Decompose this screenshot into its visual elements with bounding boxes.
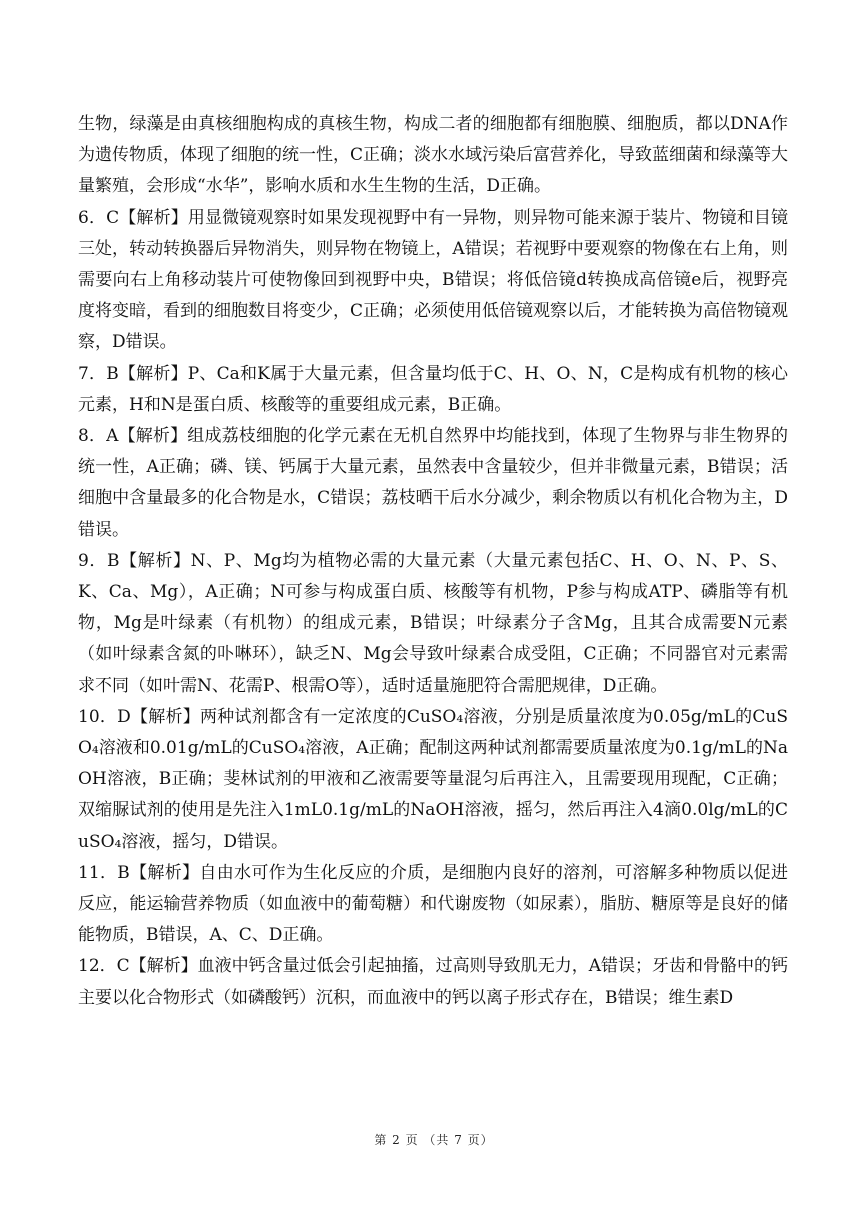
paragraph-q12: 12．C【解析】血液中钙含量过低会引起抽搐，过高则导致肌无力，A错误；牙齿和骨骼中的钙主要以化合物形式（如磷酸钙）沉积，而血液中的钙以离子形式存在，B错误；维生素D [78, 956, 788, 1008]
answer-analysis-body [78, 109, 788, 1014]
page-number-footer: 第 2 页 （共 7 页） [374, 1133, 494, 1147]
paragraph-q11: 11．B【解析】自由水可作为生化反应的介质，是细胞内良好的溶剂，可溶解多种物质以促进反应，能运输营养物质（如血液中的葡萄糖）和代谢废物（如尿素），脂肪、糖原等是良好的储能物质，B错误，A、C、D正确。 [78, 862, 788, 946]
paragraph-q9: 9．B【解析】N、P、Mg均为植物必需的大量元素（大量元素包括C、H、O、N、P、S、K、Ca、Mg），A正确；N可参与构成蛋白质、核酸等有机物，P参与构成ATP、磷脂等有机物，Mg是叶绿素（有机物）的组成元素，B错误；叶绿素分子含Mg，且其合成需要N元素（如叶绿素含氮的卟啉环），缺乏N、Mg会导致叶绿素合成受阻，C正确；不同器官对元素需求不同（如叶需N、花需P、根需O等），适时适量施肥符合需肥规律，D正确。 [78, 550, 788, 696]
paragraph-q7: 7．B【解析】P、Ca和K属于大量元素，但含量均低于C、H、O、N，C是构成有机物的核心元素，H和N是蛋白质、核酸等的重要组成元素，B正确。 [78, 363, 788, 415]
paragraph-q5-continued: 生物，绿藻是由真核细胞构成的真核生物，构成二者的细胞都有细胞膜、细胞质，都以DNA作为遗传物质，体现了细胞的统一性，C正确；淡水水域污染后富营养化，导致蓝细菌和绿藻等大量繁殖，会形成“水华”，影响水质和水生生物的生活，D正确。 [78, 114, 789, 197]
paragraph-q10: 10．D【解析】两种试剂都含有一定浓度的CuSO₄溶液，分别是质量浓度为0.05g/mL的CuSO₄溶液和0.01g/mL的CuSO₄溶液，A正确；配制这两种试剂都需要质量浓度为0.1g/mL的NaOH溶液，B正确；斐林试剂的甲液和乙液需要等量混匀后再注入，且需要现用现配，C正确；双缩脲试剂的使用是先注入1mL0.1g/mL的NaOH溶液，摇匀，然后再注入4滴0.0lg/mL的CuSO₄溶液，摇匀，D错误。 [78, 706, 788, 852]
paragraph-q8: 8．A【解析】组成荔枝细胞的化学元素在无机自然界中均能找到，体现了生物界与非生物界的统一性，A正确；磷、镁、钙属于大量元素，虽然表中含量较少，但并非微量元素，B错误；活细胞中含量最多的化合物是水，C错误；荔枝晒干后水分减少，剩余物质以有机化合物为主，D错误。 [78, 426, 788, 540]
paragraph-q6: 6．C【解析】用显微镜观察时如果发现视野中有一异物，则异物可能来源于装片、物镜和目镜三处，转动转换器后异物消失，则异物在物镜上，A错误；若视野中要观察的物像在右上角，则需要向右上角移动装片可使物像回到视野中央，B错误；将低倍镜d转换成高倍镜e后，视野亮度将变暗，看到的细胞数目将变少，C正确；必须使用低倍镜观察以后，才能转换为高倍物镜观察，D错误。 [78, 207, 789, 353]
